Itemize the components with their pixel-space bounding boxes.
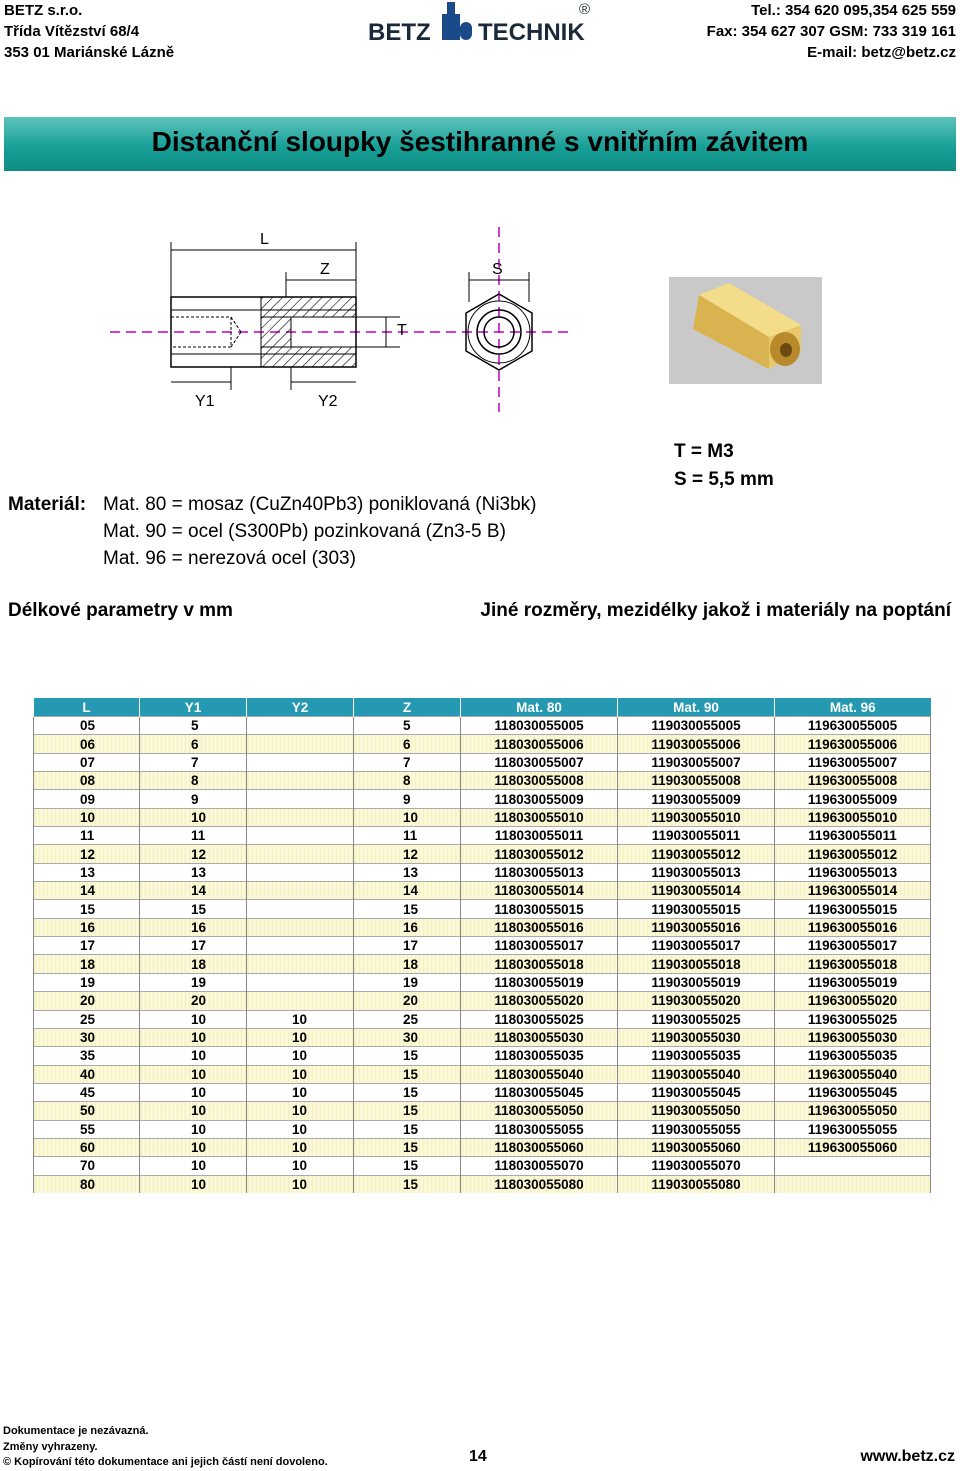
table-cell: 70 — [34, 1157, 140, 1175]
table-row — [34, 790, 931, 808]
table-cell: 20 — [34, 992, 140, 1010]
table-cell: 15 — [354, 1102, 461, 1120]
table-cell: 10 — [140, 1138, 247, 1156]
table-row — [34, 827, 931, 845]
table-cell: 118030055040 — [461, 1065, 618, 1083]
table-cell — [247, 735, 354, 753]
table-cell: 13 — [34, 863, 140, 881]
table-cell: 19 — [140, 973, 247, 991]
table-cell: 60 — [34, 1138, 140, 1156]
table-cell: 20 — [140, 992, 247, 1010]
table-cell: 10 — [140, 808, 247, 826]
table-cell: 19 — [34, 973, 140, 991]
material-label: Materiál: — [8, 494, 87, 515]
table-cell: 118030055050 — [461, 1102, 618, 1120]
table-cell: 10 — [247, 1102, 354, 1120]
table-cell: 119030055013 — [618, 863, 775, 881]
table-row — [34, 845, 931, 863]
label-Z: Z — [320, 261, 330, 278]
table-cell: 10 — [247, 1138, 354, 1156]
label-S: S — [492, 261, 503, 278]
table-row — [34, 1047, 931, 1065]
table-cell: 119630055030 — [775, 1028, 931, 1046]
table-cell — [247, 937, 354, 955]
table-cell: 119630055055 — [775, 1120, 931, 1138]
table-cell: 16 — [354, 918, 461, 936]
table-cell: 5 — [354, 717, 461, 735]
column-header: Mat. 80 — [461, 698, 618, 717]
table-cell: 10 — [140, 1175, 247, 1193]
table-cell: 119630055050 — [775, 1102, 931, 1120]
table-cell: 20 — [354, 992, 461, 1010]
material-section — [8, 491, 537, 572]
table-cell: 119630055019 — [775, 973, 931, 991]
table-cell: 15 — [34, 900, 140, 918]
table-cell: 13 — [354, 863, 461, 881]
table-cell: 10 — [140, 1028, 247, 1046]
table-cell: 119030055011 — [618, 827, 775, 845]
table-cell: 9 — [140, 790, 247, 808]
table-cell: 118030055019 — [461, 973, 618, 991]
table-cell: 10 — [247, 1047, 354, 1065]
table-cell: 118030055016 — [461, 918, 618, 936]
table-row — [34, 1102, 931, 1120]
table-cell: 10 — [140, 1083, 247, 1101]
table-cell — [247, 955, 354, 973]
table-cell: 7 — [140, 753, 247, 771]
table-cell: 119630055018 — [775, 955, 931, 973]
table-cell: 25 — [354, 1010, 461, 1028]
table-cell: 6 — [354, 735, 461, 753]
table-cell: 10 — [247, 1010, 354, 1028]
other-sizes-note: Jiné rozměry, mezidélky jakož i materiály na poptání — [480, 600, 951, 621]
table-cell: 18 — [140, 955, 247, 973]
table-cell — [247, 900, 354, 918]
table-cell: 118030055060 — [461, 1138, 618, 1156]
table-cell: 10 — [140, 1065, 247, 1083]
table-cell — [247, 918, 354, 936]
table-cell — [247, 772, 354, 790]
table-cell: 17 — [354, 937, 461, 955]
table-cell — [247, 717, 354, 735]
table-cell: 118030055030 — [461, 1028, 618, 1046]
table-cell: 45 — [34, 1083, 140, 1101]
table-cell: 119630055008 — [775, 772, 931, 790]
table-cell: 15 — [354, 1157, 461, 1175]
table-cell: 10 — [140, 1120, 247, 1138]
specs — [674, 438, 774, 494]
table-body — [34, 717, 931, 1193]
label-T: T — [397, 322, 407, 339]
table-row — [34, 717, 931, 735]
page-number: 14 — [469, 1448, 487, 1465]
table-cell: 119630055009 — [775, 790, 931, 808]
table-cell: 10 — [140, 1102, 247, 1120]
table-cell: 06 — [34, 735, 140, 753]
company-street: Třída Vítězství 68/4 — [4, 23, 140, 40]
table-cell: 11 — [354, 827, 461, 845]
table-row — [34, 735, 931, 753]
table-cell: 118030055013 — [461, 863, 618, 881]
table-cell: 15 — [354, 1120, 461, 1138]
table-cell: 119030055055 — [618, 1120, 775, 1138]
table-cell: 35 — [34, 1047, 140, 1065]
table-cell: 118030055009 — [461, 790, 618, 808]
table-row — [34, 918, 931, 936]
table-cell: 50 — [34, 1102, 140, 1120]
table-cell: 18 — [34, 955, 140, 973]
table-cell: 119630055025 — [775, 1010, 931, 1028]
table-row — [34, 1010, 931, 1028]
table-cell: 10 — [247, 1157, 354, 1175]
table-cell: 7 — [354, 753, 461, 771]
table-cell: 15 — [354, 1047, 461, 1065]
table-cell: 11 — [140, 827, 247, 845]
table-cell: 118030055035 — [461, 1047, 618, 1065]
table-cell: 19 — [354, 973, 461, 991]
table-cell: 10 — [247, 1175, 354, 1193]
table-cell: 30 — [34, 1028, 140, 1046]
footer-line-1: Dokumentace je nezávazná. — [3, 1425, 149, 1437]
table-cell: 15 — [354, 1083, 461, 1101]
table-cell: 119630055011 — [775, 827, 931, 845]
table-cell: 15 — [140, 900, 247, 918]
table-cell: 118030055080 — [461, 1175, 618, 1193]
table-cell: 10 — [247, 1028, 354, 1046]
table-cell: 119030055016 — [618, 918, 775, 936]
table-cell: 10 — [140, 1157, 247, 1175]
table-cell: 118030055011 — [461, 827, 618, 845]
table-cell: 119030055019 — [618, 973, 775, 991]
table-cell: 18 — [354, 955, 461, 973]
table-cell — [247, 808, 354, 826]
table-cell — [247, 753, 354, 771]
table-cell: 119630055045 — [775, 1083, 931, 1101]
table-cell: 14 — [34, 882, 140, 900]
company-contacts — [707, 0, 956, 63]
table-cell: 16 — [34, 918, 140, 936]
column-header: Z — [354, 698, 461, 717]
table-cell: 119630055006 — [775, 735, 931, 753]
table-cell: 119030055035 — [618, 1047, 775, 1065]
table-cell: 08 — [34, 772, 140, 790]
table-cell: 15 — [354, 900, 461, 918]
table-cell: 119630055005 — [775, 717, 931, 735]
table-cell: 119030055010 — [618, 808, 775, 826]
table-row — [34, 882, 931, 900]
table-cell: 10 — [247, 1083, 354, 1101]
contact-tel: Tel.: 354 620 095,354 625 559 — [751, 2, 956, 19]
label-Y1: Y1 — [195, 393, 215, 410]
table-cell: 119030055030 — [618, 1028, 775, 1046]
table-cell — [247, 863, 354, 881]
table-cell — [247, 827, 354, 845]
table-cell: 11 — [34, 827, 140, 845]
table-cell: 55 — [34, 1120, 140, 1138]
table-row — [34, 1138, 931, 1156]
table-cell: 119030055005 — [618, 717, 775, 735]
table-cell: 16 — [140, 918, 247, 936]
table-cell — [247, 845, 354, 863]
table-row — [34, 808, 931, 826]
table-row — [34, 1175, 931, 1193]
table-cell: 118030055025 — [461, 1010, 618, 1028]
table-cell: 12 — [354, 845, 461, 863]
table-cell: 118030055017 — [461, 937, 618, 955]
table-cell: 119030055006 — [618, 735, 775, 753]
logo-text-right: TECHNIK — [478, 19, 585, 46]
table-cell: 119630055007 — [775, 753, 931, 771]
table-row — [34, 1083, 931, 1101]
table-cell: 118030055008 — [461, 772, 618, 790]
table-cell: 10 — [354, 808, 461, 826]
table-cell — [247, 992, 354, 1010]
technical-drawing — [110, 222, 570, 417]
table-cell: 118030055070 — [461, 1157, 618, 1175]
table-cell: 119030055015 — [618, 900, 775, 918]
table-cell: 118030055015 — [461, 900, 618, 918]
product-photo — [669, 277, 822, 384]
footer-line-2: Změny vyhrazeny. — [3, 1440, 98, 1453]
table-cell: 119630055016 — [775, 918, 931, 936]
table-cell: 9 — [354, 790, 461, 808]
table-cell: 119630055013 — [775, 863, 931, 881]
table-row — [34, 992, 931, 1010]
table-cell: 119630055017 — [775, 937, 931, 955]
table-cell: 15 — [354, 1138, 461, 1156]
table-cell: 119630055010 — [775, 808, 931, 826]
table-cell: 118030055018 — [461, 955, 618, 973]
table-cell: 119030055045 — [618, 1083, 775, 1101]
table-cell: 8 — [354, 772, 461, 790]
table-cell: 119030055070 — [618, 1157, 775, 1175]
table-header-row — [34, 698, 931, 717]
table-cell: 119030055050 — [618, 1102, 775, 1120]
table-row — [34, 772, 931, 790]
table-cell: 119030055017 — [618, 937, 775, 955]
table-cell: 17 — [34, 937, 140, 955]
table-row — [34, 1157, 931, 1175]
table-cell: 119630055035 — [775, 1047, 931, 1065]
table-cell: 119630055015 — [775, 900, 931, 918]
table-cell: 119030055012 — [618, 845, 775, 863]
table-cell — [775, 1157, 931, 1175]
table-row — [34, 973, 931, 991]
table-cell: 119030055007 — [618, 753, 775, 771]
label-Y2: Y2 — [318, 393, 338, 410]
table-row — [34, 753, 931, 771]
contact-fax: Fax: 354 627 307 GSM: 733 319 161 — [706, 23, 956, 40]
table-row — [34, 937, 931, 955]
table-cell: 6 — [140, 735, 247, 753]
table-cell: 119630055014 — [775, 882, 931, 900]
table-row — [34, 1065, 931, 1083]
table-row — [34, 1120, 931, 1138]
table-cell: 118030055055 — [461, 1120, 618, 1138]
table-cell: 119630055012 — [775, 845, 931, 863]
table-cell: 118030055007 — [461, 753, 618, 771]
table-cell: 10 — [140, 1010, 247, 1028]
part-number-table — [33, 698, 931, 1193]
length-params-note: Délkové parametry v mm — [8, 600, 233, 621]
table-cell: 119030055018 — [618, 955, 775, 973]
table-cell: 118030055006 — [461, 735, 618, 753]
logo-text-left: BETZ — [368, 19, 431, 46]
title-band — [4, 117, 956, 171]
table-cell: 119030055080 — [618, 1175, 775, 1193]
table-cell: 10 — [247, 1065, 354, 1083]
table-cell: 10 — [140, 1047, 247, 1065]
betz-technik-logo — [368, 0, 598, 48]
table-cell: 10 — [34, 808, 140, 826]
table-cell: 12 — [140, 845, 247, 863]
material-line-96: Mat. 96 = nerezová ocel (303) — [103, 548, 356, 569]
table-cell: 118030055045 — [461, 1083, 618, 1101]
footer-disclaimer — [3, 1424, 328, 1471]
table-cell: 07 — [34, 753, 140, 771]
table-cell: 09 — [34, 790, 140, 808]
table-cell: 05 — [34, 717, 140, 735]
table-row — [34, 900, 931, 918]
table-cell: 119630055060 — [775, 1138, 931, 1156]
footer-line-3: © Kopírování této dokumentace ani jejich částí není dovoleno. — [3, 1456, 328, 1468]
contact-email[interactable]: E-mail: betz@betz.cz — [807, 44, 956, 61]
table-cell: 80 — [34, 1175, 140, 1193]
spec-thread: T = M3 — [674, 441, 734, 462]
table-cell: 13 — [140, 863, 247, 881]
label-L: L — [260, 231, 269, 248]
table-cell: 118030055014 — [461, 882, 618, 900]
table-cell: 118030055010 — [461, 808, 618, 826]
table-cell: 118030055020 — [461, 992, 618, 1010]
column-header: Y1 — [140, 698, 247, 717]
table-cell: 30 — [354, 1028, 461, 1046]
table-cell: 15 — [354, 1175, 461, 1193]
registered-mark: ® — [579, 1, 591, 18]
table-cell: 10 — [247, 1120, 354, 1138]
table-cell: 119630055040 — [775, 1065, 931, 1083]
table-cell: 12 — [34, 845, 140, 863]
table-cell: 14 — [140, 882, 247, 900]
table-cell: 25 — [34, 1010, 140, 1028]
table-cell: 14 — [354, 882, 461, 900]
table-cell — [247, 790, 354, 808]
column-header: Mat. 96 — [775, 698, 931, 717]
table-cell: 119030055008 — [618, 772, 775, 790]
table-cell — [775, 1175, 931, 1193]
table-row — [34, 1028, 931, 1046]
spec-size: S = 5,5 mm — [674, 469, 774, 490]
table-row — [34, 955, 931, 973]
company-name: BETZ s.r.o. — [4, 2, 83, 19]
table-cell: 119030055020 — [618, 992, 775, 1010]
material-line-90: Mat. 90 = ocel (S300Pb) pozinkovaná (Zn3-5 B) — [103, 521, 506, 542]
table-row — [34, 863, 931, 881]
table-cell: 119030055014 — [618, 882, 775, 900]
table-cell: 119630055020 — [775, 992, 931, 1010]
table-cell: 119030055040 — [618, 1065, 775, 1083]
table-cell: 119030055060 — [618, 1138, 775, 1156]
table-cell: 119030055025 — [618, 1010, 775, 1028]
table-cell: 40 — [34, 1065, 140, 1083]
table-cell — [247, 882, 354, 900]
table-cell — [247, 973, 354, 991]
company-address — [4, 0, 174, 63]
table-cell: 17 — [140, 937, 247, 955]
table-cell: 118030055005 — [461, 717, 618, 735]
column-header: Mat. 90 — [618, 698, 775, 717]
table-cell: 118030055012 — [461, 845, 618, 863]
table-cell: 119030055009 — [618, 790, 775, 808]
table-cell: 5 — [140, 717, 247, 735]
material-line-80: Mat. 80 = mosaz (CuZn40Pb3) poniklovaná (Ni3bk) — [103, 494, 537, 515]
company-city: 353 01 Mariánské Lázně — [4, 44, 175, 61]
column-header: Y2 — [247, 698, 354, 717]
footer-website[interactable]: www.betz.cz — [860, 1448, 955, 1465]
table-cell: 15 — [354, 1065, 461, 1083]
page-title: Distanční sloupky šestihranné s vnitřním závitem — [151, 126, 809, 157]
column-header: L — [34, 698, 140, 717]
table-cell: 8 — [140, 772, 247, 790]
